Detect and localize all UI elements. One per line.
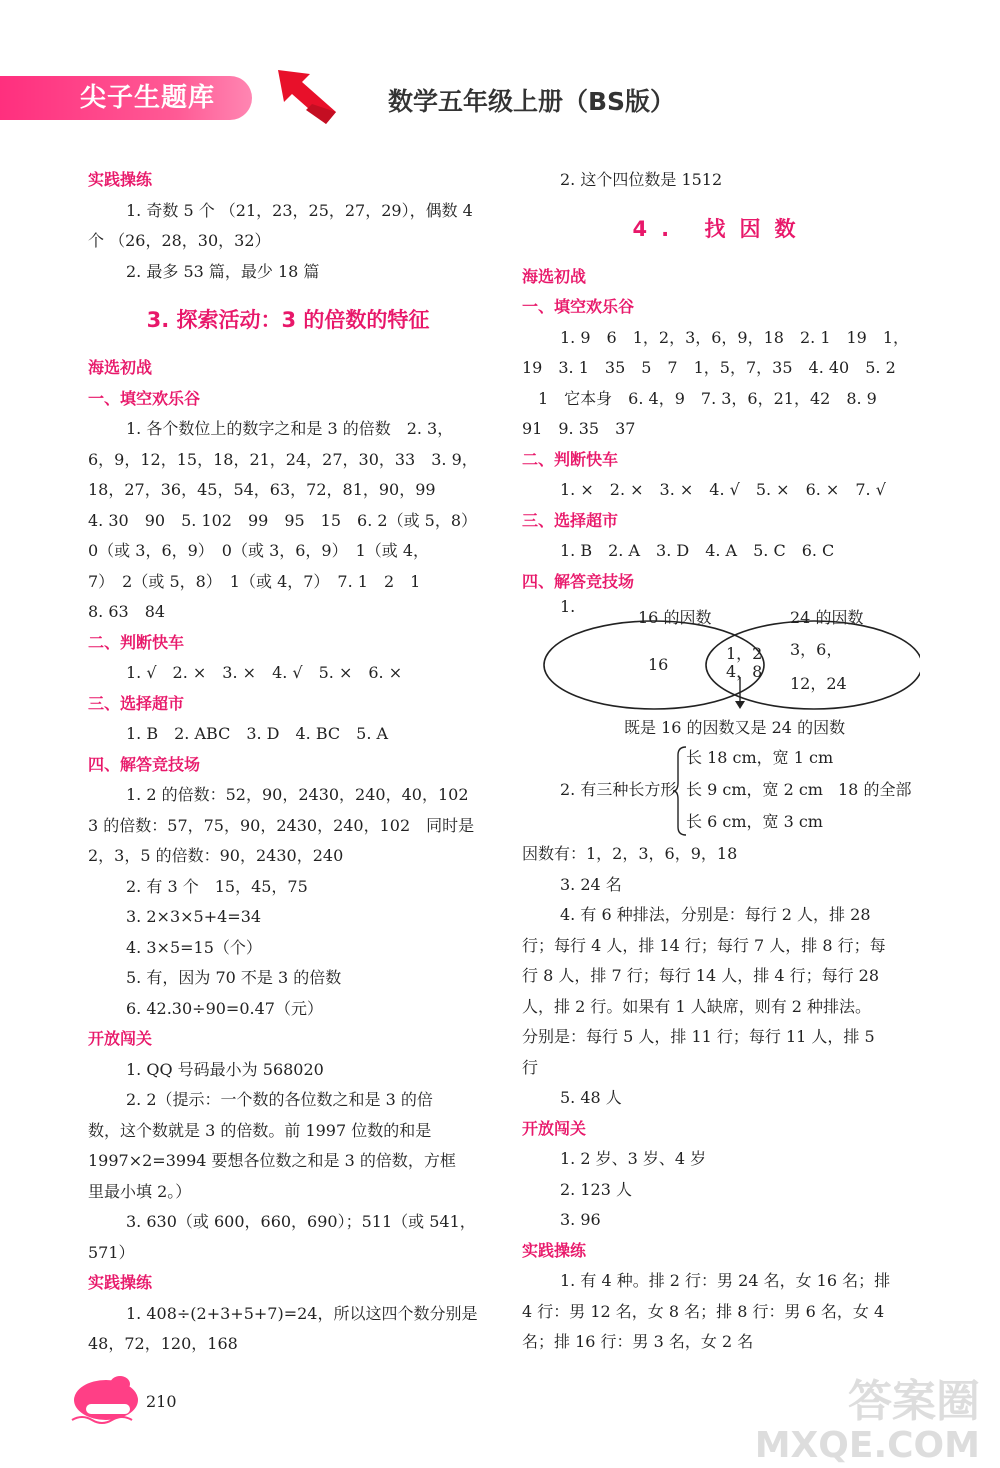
arrow-icon	[272, 66, 342, 130]
answer-line: 1. QQ 号码最小为 568020	[126, 1059, 324, 1079]
answer-line: 4. 30 90 5. 102 99 95 15 6. 2（或 5，8）	[88, 510, 478, 530]
answer-line: 1. 各个数位上的数字之和是 3 的倍数 2. 3，	[126, 419, 454, 438]
answer-line: 行	[522, 1057, 539, 1077]
lesson-title: 3. 探索活动：3 的倍数的特征	[146, 308, 430, 332]
answer-line: 91 9. 35 37	[522, 419, 636, 438]
answer-line: 1. 有 4 种。排 2 行：男 24 名，女 16 名；排	[560, 1271, 891, 1290]
venn-right-only: 12，24	[790, 674, 847, 693]
right-column	[522, 165, 920, 1358]
answer-line: 19 3. 1 35 5 7 1，5，7，35 4. 40 5. 2	[522, 358, 896, 377]
answer-line: 2. 2（提示：一个数的各位数之和是 3 的倍	[126, 1090, 433, 1109]
mascot-logo-icon	[68, 1370, 146, 1426]
answer-line: 因数有：1，2，3，6，9，18	[522, 844, 738, 863]
subsection-heading: 三、选择超市	[88, 693, 185, 713]
answer-line: 3. 630（或 600，660，690）；511（或 541，	[126, 1212, 476, 1231]
answer-line: 行；每行 4 人，排 14 行；每行 7 人，排 8 行；每	[522, 935, 886, 955]
answer-line: 1. 408÷(2+3+5+7)=24，所以这四个数分别是	[126, 1303, 478, 1323]
venn-diagram	[522, 597, 920, 743]
answer-line: 名；排 16 行：男 3 名，女 2 名	[522, 1332, 754, 1351]
answer-line: 3 的倍数：57，75，90，2430，240，102 同时是	[88, 815, 475, 835]
answer-line: 1. 奇数 5 个 （21，23，25，27，29），偶数 4	[126, 200, 473, 220]
venn-common: 1，2	[726, 644, 763, 663]
answer-line: 18，27，36，45，54，63，72，81，90，99	[88, 480, 436, 499]
subsection-heading: 四、解答竞技场	[522, 571, 635, 591]
answer-line: 1. √ 2. × 3. × 4. √ 5. × 6. ×	[126, 663, 403, 682]
answer-line: 4 行：男 12 名，女 8 名；排 8 行：男 6 名，女 4	[522, 1301, 885, 1321]
subsection-heading: 二、判断快车	[522, 449, 619, 469]
watermark	[754, 1376, 980, 1468]
answer-line: 分别是：每行 5 人，排 11 行；每行 11 人，排 5	[522, 1027, 875, 1046]
answer-line: 2. 最多 53 篇，最少 18 篇	[126, 261, 320, 281]
venn-number: 1.	[560, 597, 576, 616]
answer-line: 3. 24 名	[560, 874, 622, 894]
rect-lead: 2. 有三种长方形	[560, 780, 677, 799]
answer-line: 1. 2 岁、3 岁、4 岁	[560, 1149, 707, 1168]
rect-option: 长 18 cm，宽 1 cm	[686, 748, 834, 767]
answer-line: 1. 2 的倍数：52，90，2430，240，40，102	[126, 785, 469, 804]
rectangle-options	[522, 743, 920, 839]
page-number: 210	[146, 1392, 177, 1411]
answer-line: 里最小填 2。）	[88, 1181, 192, 1201]
answer-line: 5. 48 人	[560, 1088, 622, 1107]
answer-line: 571）	[88, 1242, 135, 1262]
section-heading: 海选初战	[88, 358, 153, 377]
answer-line: 4. 3×5=15（个）	[126, 937, 262, 957]
answer-line: 2，3，5 的倍数：90，2430，240	[88, 846, 344, 865]
subsection-heading: 一、填空欢乐谷	[522, 297, 635, 316]
answer-line: 1 它本身 6. 4，9 7. 3，6，21，42 8. 9	[538, 388, 877, 408]
answer-line: 3. 2×3×5+4=34	[126, 907, 262, 926]
venn-right-label: 24 的因数	[790, 608, 864, 627]
section-heading: 实践操练	[88, 1273, 153, 1292]
subsection-heading: 二、判断快车	[88, 632, 185, 652]
answer-line: 1. × 2. × 3. × 4. √ 5. × 6. × 7. √	[560, 480, 886, 499]
answer-line: 个 （26，28，30，32）	[88, 231, 271, 250]
answer-line: 2. 有 3 个 15，45，75	[126, 876, 308, 896]
venn-left-label: 16 的因数	[638, 608, 712, 627]
answer-line: 行 8 人，排 7 行；每行 14 人，排 4 行；每行 28	[522, 966, 880, 985]
answer-line: 6，9，12，15，18，21，24，27，30，33 3. 9，	[88, 449, 478, 469]
venn-caption: 既是 16 的因数又是 24 的因数	[624, 718, 846, 737]
subsection-heading: 一、填空欢乐谷	[88, 388, 201, 408]
venn-left-only: 16	[648, 655, 669, 674]
lesson-title: 4. 找因数	[632, 216, 810, 241]
answer-line: 6. 42.30÷90=0.47（元）	[126, 998, 323, 1018]
answer-line: 0（或 3，6，9） 0（或 3，6，9） 1（或 4，	[88, 541, 430, 560]
subsection-heading: 四、解答竞技场	[88, 754, 201, 774]
answer-line: 8. 63 84	[88, 602, 166, 621]
section-heading: 实践操练	[522, 1240, 587, 1260]
rect-option: 长 9 cm，宽 2 cm	[686, 780, 823, 799]
answer-line: 5. 有，因为 70 不是 3 的倍数	[126, 968, 342, 987]
venn-common: 4，8	[726, 662, 763, 681]
answer-line: 1. B 2. ABC 3. D 4. BC 5. A	[126, 724, 389, 743]
rect-tail: 18 的全部	[838, 780, 912, 799]
section-heading: 开放闯关	[522, 1118, 587, 1138]
answer-line: 1. 9 6 1，2，3，6，9，18 2. 1 19 1，	[560, 327, 910, 347]
left-column	[88, 165, 488, 1360]
venn-right-only: 3，6，	[790, 640, 843, 659]
answer-line: 2. 这个四位数是 1512	[560, 170, 723, 189]
subsection-heading: 三、选择超市	[522, 510, 619, 530]
answer-line: 2. 123 人	[560, 1179, 632, 1199]
watermark-text: 答案圈	[848, 1376, 980, 1427]
answer-line: 人，排 2 行。如果有 1 人缺席，则有 2 种排法。	[522, 996, 872, 1016]
section-heading: 开放闯关	[88, 1029, 153, 1048]
rect-option: 长 6 cm，宽 3 cm	[686, 812, 823, 831]
answer-line: 3. 96	[560, 1210, 601, 1229]
brand-banner: 尖子生题库	[0, 76, 252, 120]
answer-line: 数，这个数就是 3 的倍数。前 1997 位数的和是	[88, 1120, 432, 1140]
answer-line: 1997×2=3994 要想各位数之和是 3 的倍数，方框	[88, 1151, 456, 1170]
book-title: 数学五年级上册（BS版）	[388, 87, 676, 116]
answer-line: 1. B 2. A 3. D 4. A 5. C 6. C	[560, 541, 835, 560]
answer-line: 48，72，120，168	[88, 1334, 238, 1353]
answer-line: 4. 有 6 种排法，分别是：每行 2 人，排 28	[560, 905, 871, 924]
section-heading: 海选初战	[522, 266, 587, 286]
watermark-url: MXQE.COM	[754, 1425, 980, 1466]
answer-line: 7） 2（或 5，8） 1（或 4，7） 7. 1 2 1	[88, 571, 421, 591]
section-heading: 实践操练	[88, 170, 153, 189]
